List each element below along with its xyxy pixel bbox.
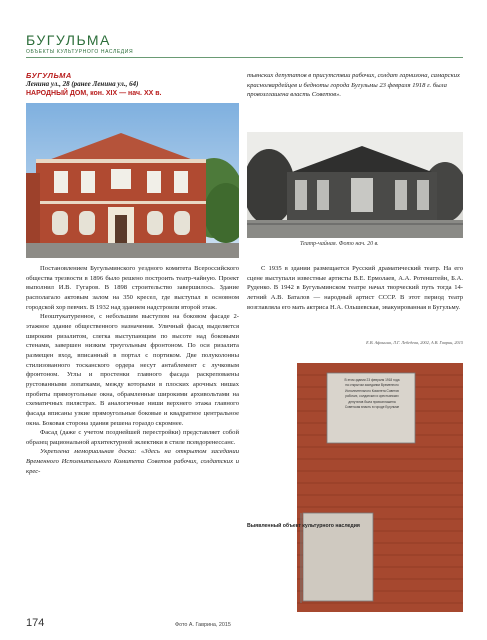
plaque-caption: Выявленный объект культурного наследия [247, 523, 360, 529]
page-header-subtitle: ОБЪЕКТЫ КУЛЬТУРНОГО НАСЛЕДИЯ [26, 49, 134, 55]
page-number: 174 [26, 617, 45, 629]
author-credit: Е.В. Афонина, Л.Г. Лебедева, 2002, А.В. Гаврин, 2015 [366, 340, 463, 345]
historic-photo-caption: Театр-чайная. Фото нач. 20 в. [300, 241, 379, 247]
historic-photo [247, 132, 463, 238]
photo-credit: Фото А. Гаврина, 2015 [175, 622, 231, 628]
entry-section-title: БУГУЛЬМА [26, 71, 72, 80]
plaque-line: В этом здании 23 февраля 1918 года [344, 378, 400, 382]
page-header-title: БУГУЛЬМА [26, 32, 111, 48]
paragraph: С 1935 в здании размещается Русский драматический театр. На его сцене выступали известные артисты В.Е. Ермолаев, А.А. Ротенштейн, Б.А. Руденко. В 1942 в Бугульминском театре начал творческий путь тогда 14-летний А.В. Баталов — народный артист СССР. В этот период театр возглавляла его мать актриса Н.А. Ольшевская, эвакуированная в Бугульму. [247, 265, 463, 311]
quote-continuation: тьянских депутатов в присутствии рабочих, солдат гарнизона, самарских красногвардейцев и бедноты города Бугульмы 23 февраля 1918 г. была провозглашена власть Советов». [247, 72, 460, 99]
plaque-line: рабочих, солдатских и крестьянских [345, 394, 399, 399]
paragraph: Укреплена мемориальная доска: «Здесь на открытом заседании Временного Исполнительного Комитета Советов рабочих, солдатских и крес- [26, 448, 239, 475]
entry-address: Ленина ул., 28 (ранее Ленина ул., 64) [26, 80, 139, 88]
paragraph: Неоштукатуренное, с небольшим выступом на боковом фасаде 2-этажное здание общественного назначения. Уличный фасад выделяется широким ризалитом, слегка выступающим по высоте над боковыми стенами, завершен низким треугольным фронтоном. По оси ризалита размещен вход, вписанный в портал с портиком. Две полуколонны стилизованного тосканского ордера несут антаблемент с лучковым фронтоном. Углы и простенки главного фасада раскреповаены рустованными лопатками, между которыми в плоских арочных нишах пробиты прямоугольные окна, обрамленные широкими архивольтами на схематичных пилястрах. В аналогичные ниши верхнего этажа главного фасада вписаны узкие прямоугольные боковые и квадратное центральное окна. Боковая сторона здания решена гораздо скромнее. [26, 313, 239, 427]
plaque-line: Советская власть в городе Бугульме [344, 405, 400, 410]
body-text-right [247, 264, 463, 312]
paragraph: Фасад (даже с учетом позднейшей перестройки) представляет собой образец рациональной архитектурной эклектики в стиле псевдоренессанс. [26, 429, 239, 446]
plaque-line: Исполнительного Комитета Советов [345, 388, 399, 393]
plaque-text [332, 378, 412, 410]
entry-heading: НАРОДНЫЙ ДОМ, кон. XIX — нач. XX в. [26, 90, 162, 97]
plaque-line: депутатов была провозглашена [348, 399, 396, 404]
paragraph: Постановлением Бугульминского уездного комитета Всероссийского общества трезвости в 1896 было решено построить театр-чайную. Проект выполнил И.В. Гугаров. В 1898 строительство завершилось. Здание располагало актовым залом на 350 кресел, где выступал в основном городской хор певчих. В 1932 над зданием надстроили второй этаж. [26, 265, 239, 311]
header-divider [26, 57, 463, 58]
body-text-left [26, 264, 239, 476]
plaque-line: на открытом заседании Временного [345, 383, 399, 388]
building-photo [26, 103, 239, 258]
